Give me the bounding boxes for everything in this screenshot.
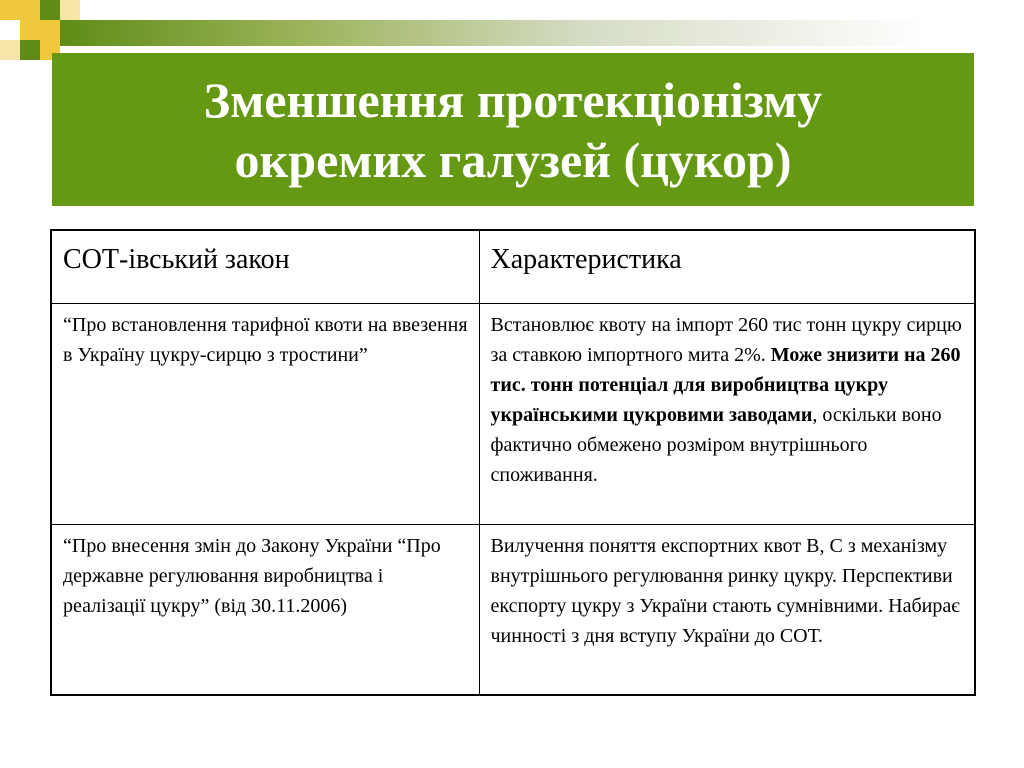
description-bold-text: Може знизити на 260 тис. тонн потенціал для виробництва цукру українськими цукровими заводами — [490, 344, 961, 426]
header-law: СОТ-івський закон — [51, 230, 479, 304]
header-gradient-strip — [60, 20, 1024, 46]
decor-square-dark-2 — [20, 40, 40, 60]
decor-square-light-2 — [0, 40, 20, 60]
table-header-row — [51, 230, 975, 304]
laws-table — [50, 229, 976, 696]
header-characteristic: Характеристика — [479, 230, 975, 304]
decor-square-yellow-1 — [0, 0, 40, 20]
slide-title — [52, 53, 974, 206]
description-cell: Вилучення поняття експортних квот В, С з механізму внутрішнього регулювання ринку цукру. Перспективи експорту цукру з України стають сумнівними. Набирає чинності з дня вступу України до СОТ. — [479, 525, 975, 696]
decor-square-dark-1 — [40, 0, 60, 20]
slide-title-line2: окремих галузей (цукор) — [234, 131, 792, 188]
description-cell — [479, 304, 975, 525]
description-text: Встановлює квоту на імпорт 260 тис тонн цукру сирцю за ставкою імпортного мита 2%. — [490, 314, 962, 366]
decor-square-yellow-3 — [40, 20, 60, 40]
decor-square-yellow-2 — [20, 20, 40, 40]
table-row — [51, 525, 975, 696]
table-row — [51, 304, 975, 525]
description-text-end: , оскільки воно фактично обмежено розміром внутрішнього споживання. — [490, 404, 942, 486]
slide-title-line1: Зменшення протекціонізму — [203, 71, 823, 128]
law-cell: “Про встановлення тарифної квоти на ввезення в Україну цукру-сирцю з тростини” — [51, 304, 479, 525]
law-cell: “Про внесення змін до Закону України “Про державне регулювання виробництва і реалізації цукру” (від 30.11.2006) — [51, 525, 479, 696]
decor-square-light-1 — [60, 0, 80, 20]
